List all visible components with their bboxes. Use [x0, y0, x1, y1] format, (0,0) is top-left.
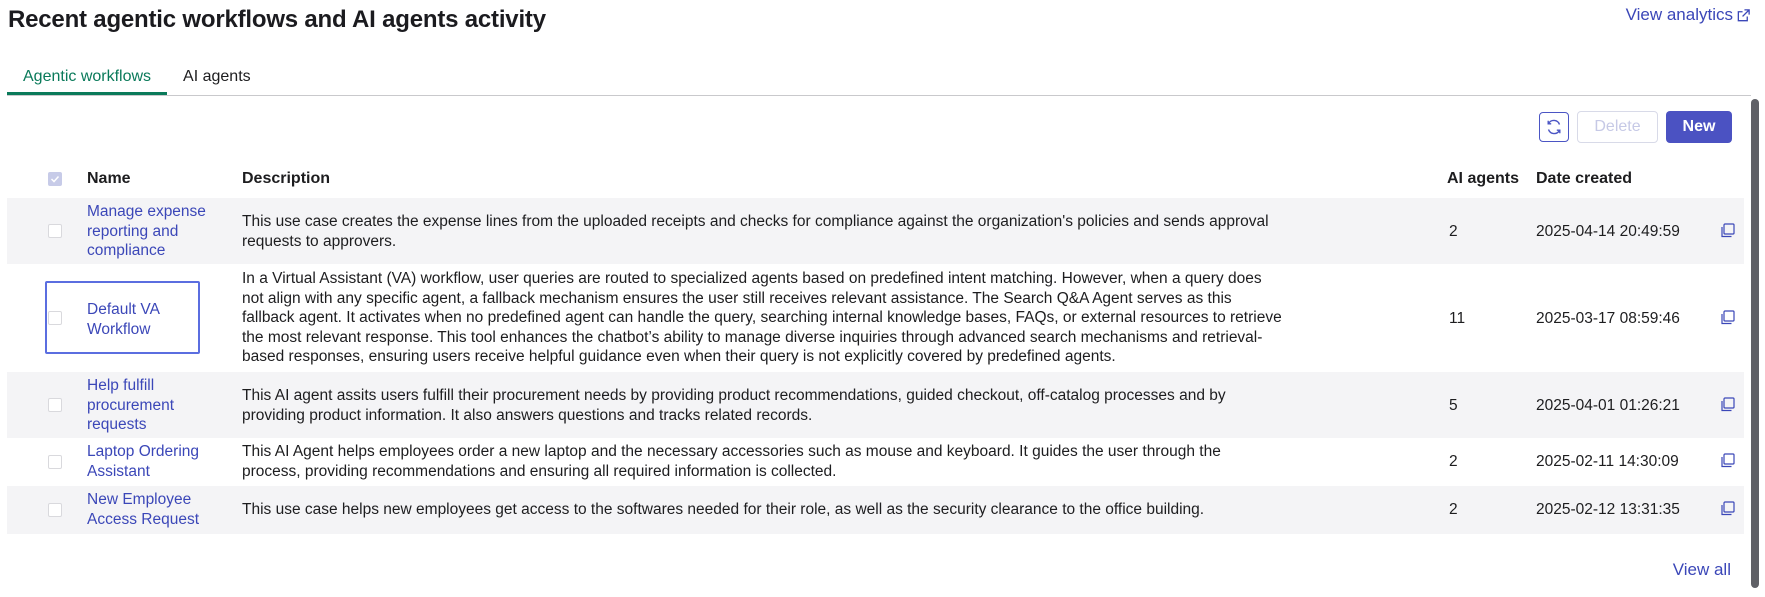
toolbar: [1539, 111, 1732, 143]
copy-icon[interactable]: [1720, 397, 1735, 418]
view-analytics-label: View analytics: [1625, 5, 1733, 24]
table-row: [7, 438, 1744, 486]
row-checkbox[interactable]: [48, 503, 62, 517]
column-header-ai-agents[interactable]: AI agents: [1447, 170, 1520, 187]
column-header-description[interactable]: Description: [242, 170, 331, 187]
table-row: [7, 264, 1744, 372]
row-name-link[interactable]: New Employee Access Request: [87, 491, 199, 528]
row-name-link[interactable]: Default VA Workflow: [87, 301, 160, 338]
row-checkbox[interactable]: [48, 455, 62, 469]
row-name-link[interactable]: Laptop Ordering Assistant: [87, 443, 200, 480]
select-all-checkbox[interactable]: [48, 172, 62, 186]
row-date-created: 2025-02-11 14:30:09: [1536, 453, 1679, 470]
tab-ai-agents[interactable]: AI agents: [183, 68, 251, 85]
copy-icon[interactable]: [1720, 310, 1735, 331]
column-header-name[interactable]: Name: [87, 170, 131, 187]
row-date-created: 2025-03-17 08:59:46: [1536, 310, 1680, 327]
delete-button[interactable]: Delete: [1577, 111, 1658, 143]
row-checkbox[interactable]: [48, 224, 62, 238]
copy-icon[interactable]: [1720, 453, 1735, 474]
tab-agentic-workflows[interactable]: Agentic workflows: [7, 60, 167, 95]
row-description: This use case helps new employees get access to the softwares needed for their role, as well as the security clearance to the office building.: [242, 501, 1205, 518]
row-description: This use case creates the expense lines from the uploaded receipts and checks for compliance against the organization's policies and sends approval requests to approvers.: [242, 213, 1269, 250]
row-name-link[interactable]: Manage expense reporting and compliance: [87, 203, 206, 259]
row-ai-agents-count: 2: [1449, 453, 1458, 470]
view-all-link[interactable]: View all: [1672, 560, 1731, 579]
row-date-created: 2025-04-14 20:49:59: [1536, 223, 1680, 240]
row-description: This AI agent assits users fulfill their procurement needs by providing product recommendations, guided checkout, off-catalog processes and by providing product information. It also answers questions and tracks related records.: [242, 387, 1226, 424]
page-title: Recent agentic workflows and AI agents activity: [8, 6, 546, 33]
table-row: [7, 372, 1744, 438]
vertical-scrollbar[interactable]: [1751, 99, 1759, 588]
row-ai-agents-count: 11: [1449, 310, 1466, 327]
row-checkbox[interactable]: [48, 398, 62, 412]
view-analytics-link[interactable]: [1626, 5, 1751, 25]
row-date-created: 2025-02-12 13:31:35: [1536, 501, 1680, 518]
row-name-link[interactable]: Help fulfill procurement requests: [87, 377, 175, 433]
workflows-table: [7, 160, 1744, 534]
row-date-created: 2025-04-01 01:26:21: [1536, 397, 1680, 414]
row-checkbox[interactable]: [48, 311, 62, 325]
new-button[interactable]: New: [1666, 111, 1732, 143]
table-row: [7, 486, 1744, 534]
check-icon: [50, 174, 60, 184]
row-ai-agents-count: 5: [1449, 397, 1458, 414]
refresh-button[interactable]: [1539, 112, 1569, 142]
row-description: This AI Agent helps employees order a new laptop and the necessary accessories such as mouse and keyboard. It guides the user through the process, providing recommendations and ensuring all required information is collected.: [242, 443, 1221, 480]
table-header: [7, 160, 1744, 198]
copy-icon[interactable]: [1720, 501, 1735, 522]
external-link-icon: [1736, 8, 1751, 23]
tab-bar: [7, 60, 1751, 96]
row-ai-agents-count: 2: [1449, 223, 1458, 240]
table-row: [7, 198, 1744, 264]
refresh-icon: [1545, 118, 1563, 136]
row-description: In a Virtual Assistant (VA) workflow, user queries are routed to specialized agents based on predefined intent matching. However, when a query does not align with any specific agent, a fallback mechanism ensures the user still receives relevant assistance. The Search Q&A Agent serves as this fallback agent. It activates when no predefined agent can handle the query, searching internal knowledge bases, FAQs, or external resources to retrieve the most relevant response. This tool enhances the chatbot’s ability to manage diverse inquiries through advanced search mechanisms and retrieval-based responses, ensuring users receive helpful guidance even when their query is not explicitly covered by predefined agents.: [242, 270, 1282, 365]
column-header-date-created[interactable]: Date created: [1536, 170, 1633, 187]
copy-icon[interactable]: [1720, 223, 1735, 244]
row-ai-agents-count: 2: [1449, 501, 1458, 518]
